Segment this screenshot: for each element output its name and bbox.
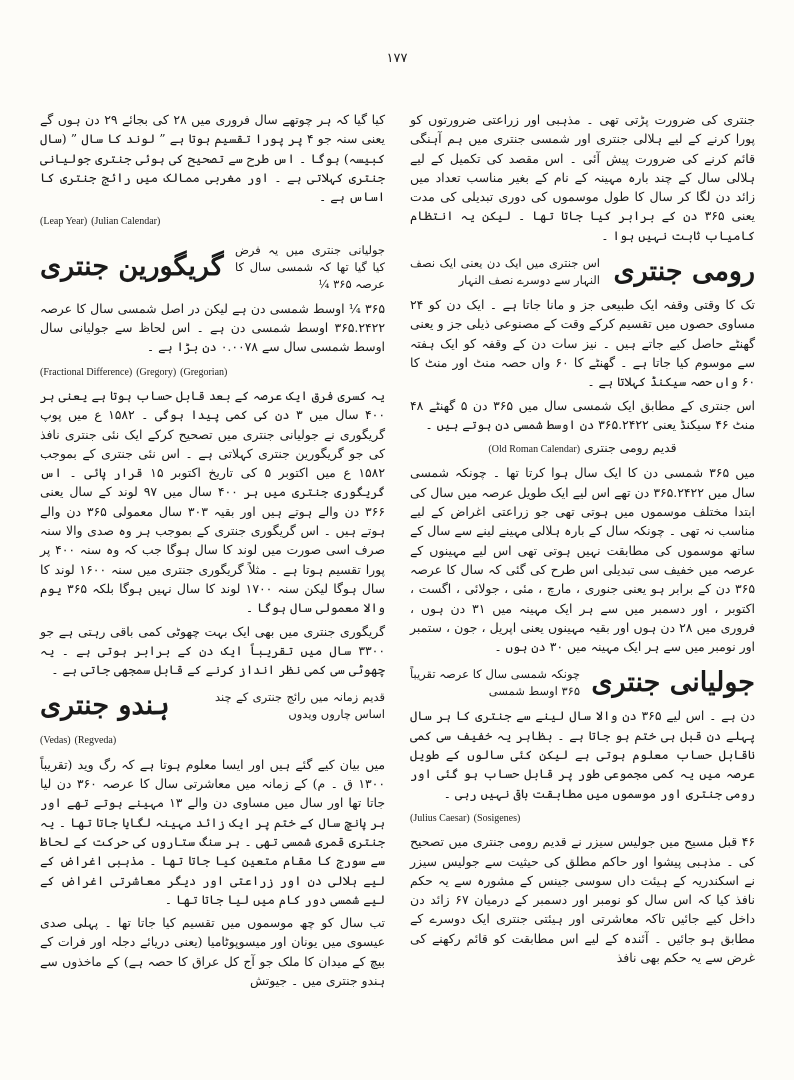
hindu-paragraph-2: تب سال کو چھ موسموں میں تقسیم کیا جاتا تھا ۔ پہلی صدی عیسوی میں یونان اور میسوپوٹامیا (یعنی دریائے دجلہ اور فرات کے بیچ کے میدان کا ملک جو آج کل عراق کا حصہ ہے) کے ماخذوں سے ہندو جنتری میں ۔ جیوتش: [40, 915, 385, 988]
hindu-calendar-note: قدیم زمانہ میں رائج جنتری کے چند اساس چاروں ویدوں: [215, 690, 385, 722]
julius-caesar-label: (Julius Caesar): [410, 812, 470, 824]
hindu-paragraph-1: میں بیان کیے گئے ہیں اور ایسا معلوم ہوتا ہے کہ رگ وید (تقریباً ۱۳۰۰ ق ۔ م) کے زمانہ میں معاشرتی سال کا عرصہ ۳۶۰ دن لیا جاتا تھا اور سال میں مساوی دن والے ۱۳ مہینے ہوتے تھے اور ہر پانچ سال کے ختم پر ایک زائد مہینہ لگایا جاتا تھا ۔ یہ جنتری قمری شمسی تھی ۔ ہر سنگ ستاروں کی حرکت کے لحاظ سے سورج کا مقام متعین کیا جاتا تھا ۔ مذہبی اغراض کے لیے ہلالی دن اور زراعتی اور دیگر معاشرتی اغراض کے لیے شمسی دور کام میں لیا جاتا تھا ۔: [40, 756, 385, 907]
roman-paragraph-3: میں ۳۶۵ شمسی دن کا ایک سال ہوا کرتا تھا ۔ چونکہ شمسی سال میں ۳۶۵.۲۴۲۲ دن تھے اس لیے ایک طویل عرصہ میں سال کی ابتدا مختلف موسموں میں ہوتی تھی جو زراعتی اغراض کے لیے مناسب نہ تھی ۔ چونکہ سال کے بارہ ہلالی مہینے لینے سے سال کے ساتھ موسموں کی مطابقت نہیں ہوتی تھی اس لیے مہینوں کے عرصہ میں خفیف سی تبدیلی اس طرح کی گئی کہ سال کا عرصہ ۳۶۵ دن کے برابر ہو یعنی جنوری ، مارچ ، مئی ، جولائی ، اگست ، اکتوبر ، اور دسمبر میں سے ہر ایک مہینہ میں ۳۱ دن ہوں ، فروری میں ۲۸ دن ہوں اور بقیہ مہینوں یعنی اپریل ، جون ، ستمبر اور نومبر میں سے ہر ایک مہینہ میں ۳۰ دن ہوں ۔: [410, 465, 756, 655]
gregorian-calendar-note: جولیانی جنتری میں یہ فرض کیا گیا تھا کہ شمسی سال کا عرصہ ۳۶۵ ¼: [235, 242, 385, 291]
old-roman-label-line: [410, 438, 755, 459]
fractional-difference-label: (Fractional Difference): [40, 366, 133, 378]
julian-paragraph-2: ۴۶ قبل مسیح میں جولیس سیزر نے قدیم رومی جنتری میں تصحیح کی ۔ مذہبی پیشوا اور حاکم مطلق کی حیثیت سے جولیس سیزر نے اسکندریہ کے ہیئت داں سوسی جینس کے مشورہ سے یہ حکم نافذ کیا کہ اس سال کو نومبر اور دسمبر کے درمیان ۶۷ زائد دن داخل کیے جائیں تاکہ معاشرتی اور ہیئتی جنتری ایک دوسرے کے مطابق ہو جائیں ۔ آئندہ کے لیے اس مطابقت کو قائم رکھنے کی غرض سے یہ حکم بھی نافذ: [410, 834, 755, 965]
roman-calendar-note: اس جنتری میں ایک دن یعنی ایک نصف النہار سے دوسرے نصف النہار: [410, 256, 600, 288]
left-intro: کیا گیا کہ ہر چوتھے سال فروری میں ۲۸ کی بجائے ۲۹ دن ہوں گے یعنی سنہ جو ۴ پر پورا تقسیم ہوتا ہے ” لوند کا سال ” (سال کبیسہ) ہوگا ۔ اس طرح سے تصحیح کی ہوئی جنتری جولیانی جنتری کہلاتی ہے ۔ اور مغربی ممالک میں رائج جنتری کا اساس ہے ۔: [40, 112, 385, 205]
roman-calendar-header: [410, 255, 755, 289]
roman-paragraph-1: تک کا وقتی وقفہ ایک طبیعی جز و مانا جاتا ہے ۔ ایک دن کو ۲۴ مساوی حصوں میں تقسیم کرکے وقت کے مصنوعی ذیلی جز و یعنی گھنٹے حاصل کیے جاتے ہیں ۔ نیز سات دن کے وقفہ کو ایک ہفتہ سے موسوم کیا جاتا ہے ۔ گھنٹے کا ۶۰ واں حصہ منٹ اور منٹ کا ۶۰ واں حصہ سیکنڈ کہلاتا ہے ۔: [410, 297, 755, 390]
julian-labels: [410, 807, 755, 828]
roman-calendar-title: رومی جنتری: [613, 256, 755, 288]
sosigenes-label: (Sosigenes): [473, 812, 521, 824]
hindu-calendar-header: [40, 689, 385, 723]
leap-year-label: (Leap Year): [40, 216, 88, 228]
right-column: [410, 110, 755, 971]
old-roman-heading: قدیم رومی جنتری: [583, 440, 677, 456]
page-number: ۱۷۷: [386, 50, 408, 65]
julian-paragraph-1: دن ہے ۔ اس لیے ۳۶۵ دن والا سال لینے سے جنتری کا ہر سال پہلے دن قبل ہی ختم ہو جاتا ہے ۔ بظاہر یہ خفیف سی کمی ناقابل حساب معلوم ہوتی ہے لیکن کئی سالوں کے طویل عرصہ میں یہ کمی مجموعی طور پر قابل حساب ہو گئی اور رومی جنتری اور موسموں میں مطابقت باقی نہیں رہی ۔: [410, 708, 755, 801]
gregorian-label: (Gregorian): [180, 366, 228, 378]
old-roman-calendar-label: (Old Roman Calendar): [488, 444, 581, 456]
gregorian-paragraph-3: گریگوری جنتری میں بھی ایک بہت چھوٹی کمی باقی رہتی ہے جو ۳۳۰۰ سال میں تقریباً ایک دن کے برابر ہوتی ہے ۔ یہ چھوٹی سی کمی نظر انداز کرنے کے قابل سمجھی جاتی ہے ۔: [40, 623, 385, 678]
right-intro: جنتری کی ضرورت پڑتی تھی ۔ مذہبی اور زراعتی ضرورتوں کو پورا کرنے کے لیے ہلالی جنتری اور شمسی جنتری میں ہم آہنگی قائم کرنے کی ضرورت پیش آئی ۔ اس مقصد کی تکمیل کے لیے ہلالی سال کے چند بارہ مہینہ کے نام کے بغیر مناسب تعداد میں زائد دن لگا کر سال کا طول موسموں کی دوری تبدیلی کی مدت یعنی ۳۶۵ دن کے برابر کیا جاتا تھا ۔ لیکن یہ انتظام کامیاب ثابت نہیں ہوا ۔: [410, 112, 756, 243]
regveda-label: (Regveda): [74, 735, 117, 747]
gregorian-paragraph-2: یہ کسری فرق ایک عرصہ کے بعد قابل حساب ہوتا ہے یعنی ہر ۴۰۰ سال میں ۳ دن کی کمی پیدا ہوگی ۔ ۱۵۸۲ ع میں پوپ گریگوری نے جولیانی جنتری میں تصحیح کرکے ایک نئی جنتری نافذ کی جو گریگورین جنتری کہلاتی ہے ۔ اس نئی جنتری کے بموجب ۱۵۸۲ ع میں اکتوبر ۵ کی تاریخ اکتوبر ۱۵ قرار پائی ۔ اس گریگوری جنتری میں ہر ۴۰۰ سال میں ۹۷ لوند کے سال یعنی ۳۶۶ دن والے ہوتے ہیں اور بقیہ ۳۰۳ سال معمولی ۳۶۵ دن والے ہوتے ہیں ۔ اس گریگوری جنتری کے بموجب ہر وہ صدی والا سنہ صرف اسی صورت میں لوند کا سال ہوگا جب کہ وہ سنہ ۴۰۰ پر پورا تقسیم ہوتا ہے ۔ مثلاً گریگوری جنتری میں سنہ ۱۶۰۰ لوند کا سال ہوگا لیکن سنہ ۱۷۰۰ لوند کا سال نہیں ہوگا بلکہ ۳۶۵ یوم والا معمولی سال ہوگا ۔: [40, 387, 385, 616]
julian-calendar-note: چونکہ شمسی سال کا عرصہ تقریباً ۳۶۵ اوسط شمسی: [410, 667, 580, 699]
gregory-label: (Gregory): [136, 366, 177, 378]
left-intro-labels: [40, 210, 385, 231]
gregorian-labels: [40, 361, 385, 382]
gregorian-calendar-header: [40, 242, 385, 293]
hindu-calendar-title: ہندو جنتری: [40, 690, 170, 722]
vedas-label: (Vedas): [40, 735, 71, 747]
left-column: [40, 110, 385, 994]
julian-calendar-title: جولیانی جنتری: [591, 667, 755, 699]
gregorian-paragraph-1: ۳۶۵ ¼ اوسط شمسی دن ہے لیکن در اصل شمسی سال کا عرصہ ۳۶۵.۲۴۲۲ اوسط شمسی دن ہے ۔ اس لحاظ سے جولیانی سال اوسط شمسی سال سے ۰.۰۰۷۸ دن بڑا ہے ۔: [40, 300, 385, 355]
gregorian-calendar-title: گریگورین جنتری: [40, 251, 224, 283]
roman-paragraph-2: اس جنتری کے مطابق ایک شمسی سال میں ۳۶۵ دن ۵ گھنٹے ۴۸ منٹ ۴۶ سیکنڈ یعنی ۳۶۵.۲۴۲۲ دن اوسط شمسی دن ہوتے ہیں ۔: [410, 397, 755, 432]
julian-calendar-header: [410, 666, 755, 700]
hindu-labels: [40, 729, 385, 750]
julian-calendar-label: (Julian Calendar): [91, 216, 161, 228]
